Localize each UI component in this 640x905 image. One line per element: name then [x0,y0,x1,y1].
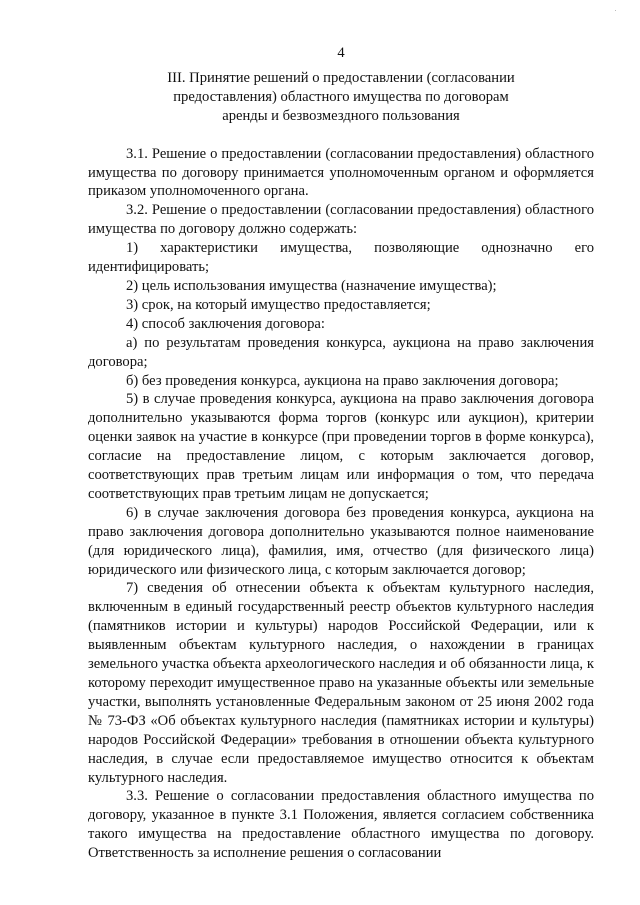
section-heading [88,69,594,126]
paragraph-3-2: 3.2. Решение о предоставлении (согласовании предоставления) областного имущества по договору должно содержать: [88,202,594,238]
list-item-4: 4) способ заключения договора: [126,315,325,332]
list-item-4a: а) по результатам проведения конкурса, аукциона на право заключения договора; [88,334,594,370]
heading-line: III. Принятие решений о предоставлении (согласовании [167,69,515,86]
list-item-1: 1) характеристики имущества, позволяющие однозначно его идентифицировать; [88,240,594,276]
paragraph-3-1: 3.1. Решение о предоставлении (согласовании предоставления) областного имущества по договору принимается уполномоченным органом и оформляется приказом уполномоченного органа. [88,145,594,200]
page-number: 4 [337,45,345,61]
paragraph-3-3: 3.3. Решение о согласовании предоставления областного имущества по договору, указанное в пункте 3.1 Положения, является согласием собственника такого имущества на предоставление областного имущества по договору. Ответственность за исполнение решения о согласовании [88,788,594,862]
scan-mark [615,10,616,11]
heading-line: аренды и безвозмездного пользования [222,107,460,124]
body-text [88,145,594,863]
list-item-7: 7) сведения об отнесении объекта к объектам культурного наследия, включенным в единый государственный реестр объектов культурного наследия (памятников истории и культуры) народов Российской Федерации, или к выявленным объектам культурного наследия, о нахождении в границах земельного участка объекта археологического наследия и об обязанности лица, к которому переходит имущественное право на указанные объекты или земельные участки, выполнять установленные Федеральным законом от 25 июня 2002 года № 73-ФЗ «Об объектах культурного наследия (памятниках истории и культуры) народов Российской Федерации» требования в отношении объекта культурного наследия, в случае если предоставляемое имущество относится к объектам культурного наследия. [88,580,594,786]
heading-line: предоставления) областного имущества по договорам [173,88,509,105]
list-item-2: 2) цель использования имущества (назначение имущества); [126,277,497,294]
list-item-4b: б) без проведения конкурса, аукциона на право заключения договора; [126,372,559,389]
list-item-6: 6) в случае заключения договора без проведения конкурса, аукциона на право заключения договора дополнительно указываются полное наименование (для юридического лица), фамилия, имя, отчество (для физического лица) юридического или физического лица, с которым заключается договор; [88,504,594,578]
list-item-5: 5) в случае проведения конкурса, аукциона на право заключения договора дополнительно указываются форма торгов (конкурс или аукцион), критерии оценки заявок на участие в конкурсе (при проведении торгов в форме конкурса), согласие на предоставление лицом, с которым заключается договор, соответствующих прав третьим лицам или информация о том, что передача соответствующих прав третьим лицам не допускается; [88,391,594,502]
list-item-3: 3) срок, на который имущество предоставляется; [126,296,431,313]
